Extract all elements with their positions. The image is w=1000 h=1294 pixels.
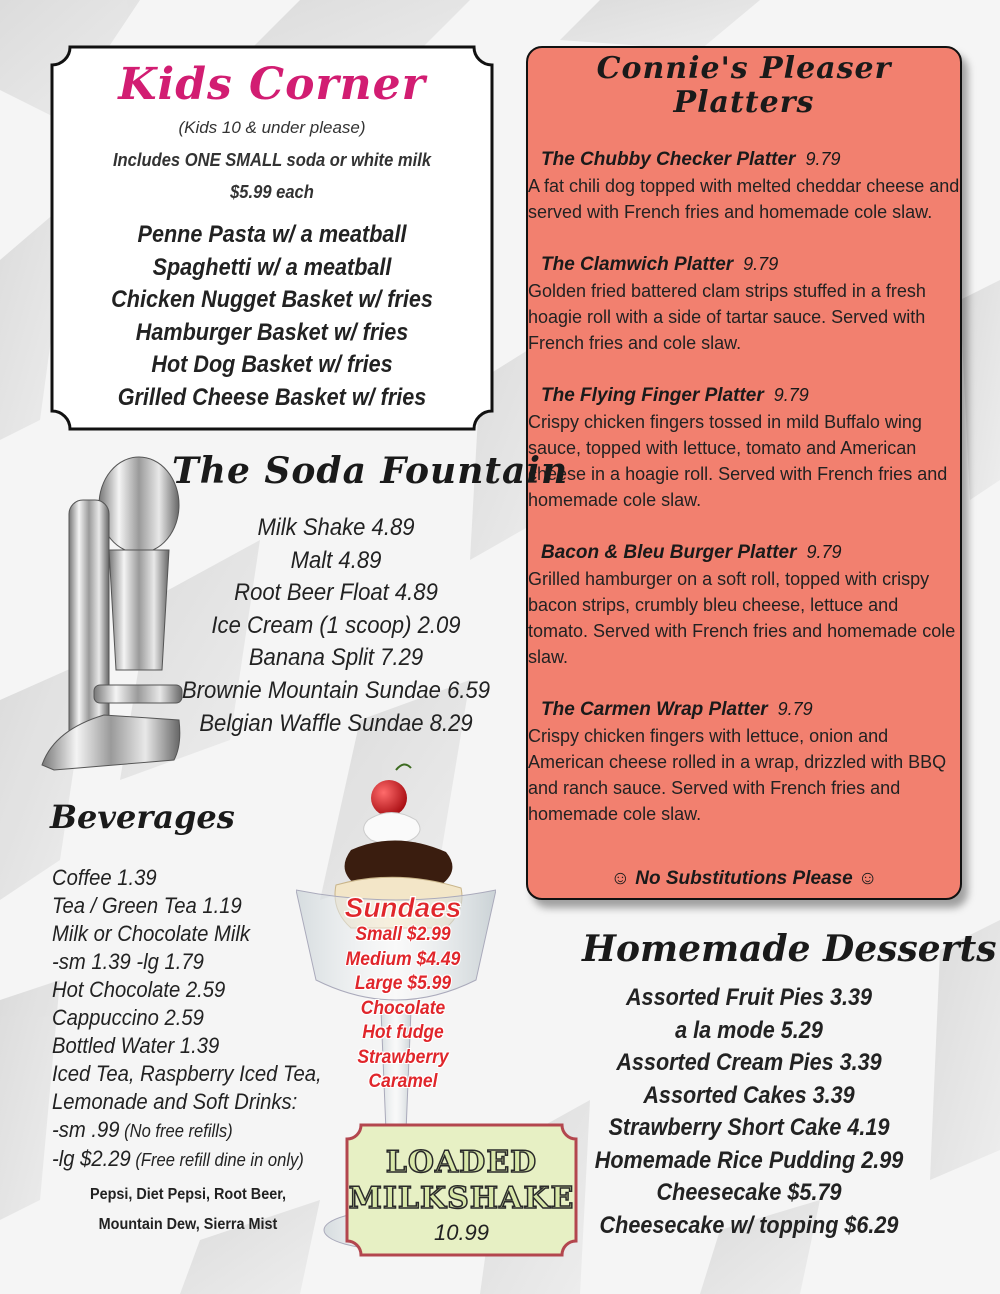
list-item [52, 1004, 337, 1032]
soda-fountain-title: The Soda Fountain [172, 450, 569, 492]
list-item [528, 382, 960, 513]
platters-title-line1: Connie's Pleaser [596, 51, 892, 86]
list-item: Assorted Cakes 3.39 [643, 1081, 855, 1109]
list-item: Banana Split 7.29 [248, 644, 424, 672]
platter-price: 9.79 [806, 542, 842, 562]
beverage-name: -lg $2.29 [52, 1146, 131, 1171]
platter-price: 9.79 [805, 149, 841, 169]
list-item: Penne Pasta w/ a meatball [137, 221, 407, 248]
beverages-title: Beverages [50, 798, 235, 836]
platters-title [528, 52, 960, 120]
milkshake-title-line1: LOADED [385, 1145, 538, 1180]
list-item: Chicken Nugget Basket w/ fries [111, 286, 433, 313]
kids-corner-list [50, 219, 494, 414]
soda-fountain-list [150, 512, 522, 740]
beverage-name: Coffee 1.39 [52, 865, 157, 890]
beverage-name: -sm 1.39 -lg 1.79 [52, 949, 204, 974]
list-item [528, 146, 960, 225]
kids-corner-title: Kids Corner [118, 59, 426, 110]
platter-description: Grilled hamburger on a soft roll, topped with crispy bacon strips, crumbly bleu cheese, lettuce and tomato. Served with French fries and homemade cole slaw. [528, 569, 956, 667]
beverage-name: -sm .99 [52, 1117, 120, 1142]
brands-line: Mountain Dew, Sierra Mist [98, 1216, 278, 1233]
platter-name: Bacon & Bleu Burger Platter [541, 542, 797, 563]
list-item: a la mode 5.29 [675, 1016, 823, 1044]
list-item: Strawberry Short Cake 4.19 [608, 1114, 890, 1141]
list-item [52, 1060, 337, 1088]
list-item [528, 539, 960, 670]
list-item [52, 1088, 337, 1116]
list-item [52, 864, 337, 892]
list-item [52, 920, 337, 948]
list-item [528, 251, 960, 356]
desserts-title: Homemade Desserts [582, 928, 997, 970]
beverage-name: Milk or Chocolate Milk [52, 921, 250, 946]
no-substitutions-note: ☺ No Substitutions Please ☺ [610, 868, 878, 889]
list-item [52, 1116, 337, 1145]
list-item: Homemade Rice Pudding 2.99 [594, 1146, 904, 1174]
list-item: Large $5.99 [354, 973, 452, 994]
platter-description: Crispy chicken fingers with lettuce, onion and American cheese rolled in a wrap, drizzled with BBQ and ranch sauce. Served with French fries and homemade cole slaw. [528, 726, 947, 824]
platter-price: 9.79 [777, 699, 813, 719]
list-item: Hot fudge [362, 1022, 444, 1043]
brands-line: Pepsi, Diet Pepsi, Root Beer, [89, 1186, 287, 1203]
kids-corner-panel [50, 45, 494, 431]
platter-price: 9.79 [743, 254, 779, 274]
kids-corner-includes: Includes ONE SMALL soda or white milk [112, 150, 432, 170]
beverage-name: Cappuccino 2.59 [52, 1005, 204, 1030]
list-item [528, 696, 960, 827]
platter-description: Crispy chicken fingers tossed in mild Buffalo wing sauce, topped with lettuce, tomato and American cheese in a hoagie roll. Served with French fries and homemade cole slaw. [528, 412, 948, 510]
list-item: Root Beer Float 4.89 [234, 579, 438, 607]
sundaes-title: Sundaes [344, 892, 462, 923]
list-item: Cheesecake w/ topping $6.29 [599, 1211, 899, 1239]
list-item: Assorted Fruit Pies 3.39 [625, 984, 873, 1011]
list-item: Grilled Cheese Basket w/ fries [117, 383, 427, 411]
loaded-milkshake-panel [345, 1123, 578, 1257]
list-item [52, 1032, 337, 1060]
beverage-note: (Free refill dine in only) [130, 1150, 304, 1170]
list-item: Malt 4.89 [290, 546, 382, 574]
platter-name: The Carmen Wrap Platter [541, 699, 768, 720]
list-item: Small $2.99 [355, 924, 451, 945]
platter-description: Golden fried battered clam strips stuffed in a fresh hoagie roll with a side of tartar sauce. Served with French fries and cole slaw. [528, 281, 926, 353]
beverage-name: Hot Chocolate 2.59 [52, 977, 226, 1002]
list-item: Assorted Cream Pies 3.39 [616, 1049, 882, 1076]
milkshake-title-line2: MILKSHAKE [348, 1181, 575, 1216]
list-item: Strawberry [357, 1046, 449, 1068]
platters-list [528, 146, 960, 853]
list-item: Caramel [368, 1071, 438, 1092]
kids-corner-subtitle: (Kids 10 & under please) [178, 118, 366, 137]
platter-price: 9.79 [773, 385, 809, 405]
loaded-milkshake-price: 10.99 [433, 1220, 490, 1245]
soft-drink-brands [69, 1180, 307, 1240]
beverage-name: Iced Tea, Raspberry Iced Tea, [52, 1061, 322, 1086]
list-item: Ice Cream (1 scoop) 2.09 [211, 611, 461, 639]
list-item: Cheesecake $5.79 [656, 1179, 842, 1206]
beverage-name: Tea / Green Tea 1.19 [52, 893, 242, 918]
list-item [52, 976, 337, 1004]
platter-name: The Flying Finger Platter [541, 385, 764, 406]
beverage-name: Lemonade and Soft Drinks: [52, 1089, 298, 1114]
list-item [52, 892, 337, 920]
list-item [52, 1145, 337, 1174]
list-item: Brownie Mountain Sundae 6.59 [181, 676, 491, 704]
platter-name: The Clamwich Platter [541, 254, 734, 275]
platter-name: The Chubby Checker Platter [541, 149, 796, 170]
list-item: Milk Shake 4.89 [257, 514, 415, 541]
list-item: Hot Dog Basket w/ fries [151, 351, 393, 378]
loaded-milkshake-title [345, 1145, 578, 1217]
desserts-list [574, 982, 924, 1242]
platter-description: A fat chili dog topped with melted cheddar cheese and served with French fries and homemade cole slaw. [528, 176, 960, 222]
list-item: Hamburger Basket w/ fries [135, 318, 409, 346]
platters-title-line2: Platters [673, 85, 815, 120]
list-item: Belgian Waffle Sundae 8.29 [199, 709, 473, 737]
beverage-name: Bottled Water 1.39 [52, 1033, 220, 1058]
beverages-list [52, 864, 362, 1174]
platters-panel [526, 46, 962, 900]
list-item [52, 948, 337, 976]
list-item: Medium $4.49 [345, 948, 461, 970]
kids-corner-price: $5.99 each [230, 182, 314, 202]
beverage-note: (No free refills) [119, 1121, 233, 1141]
list-item: Spaghetti w/ a meatball [152, 253, 392, 281]
list-item: Chocolate [360, 997, 446, 1019]
